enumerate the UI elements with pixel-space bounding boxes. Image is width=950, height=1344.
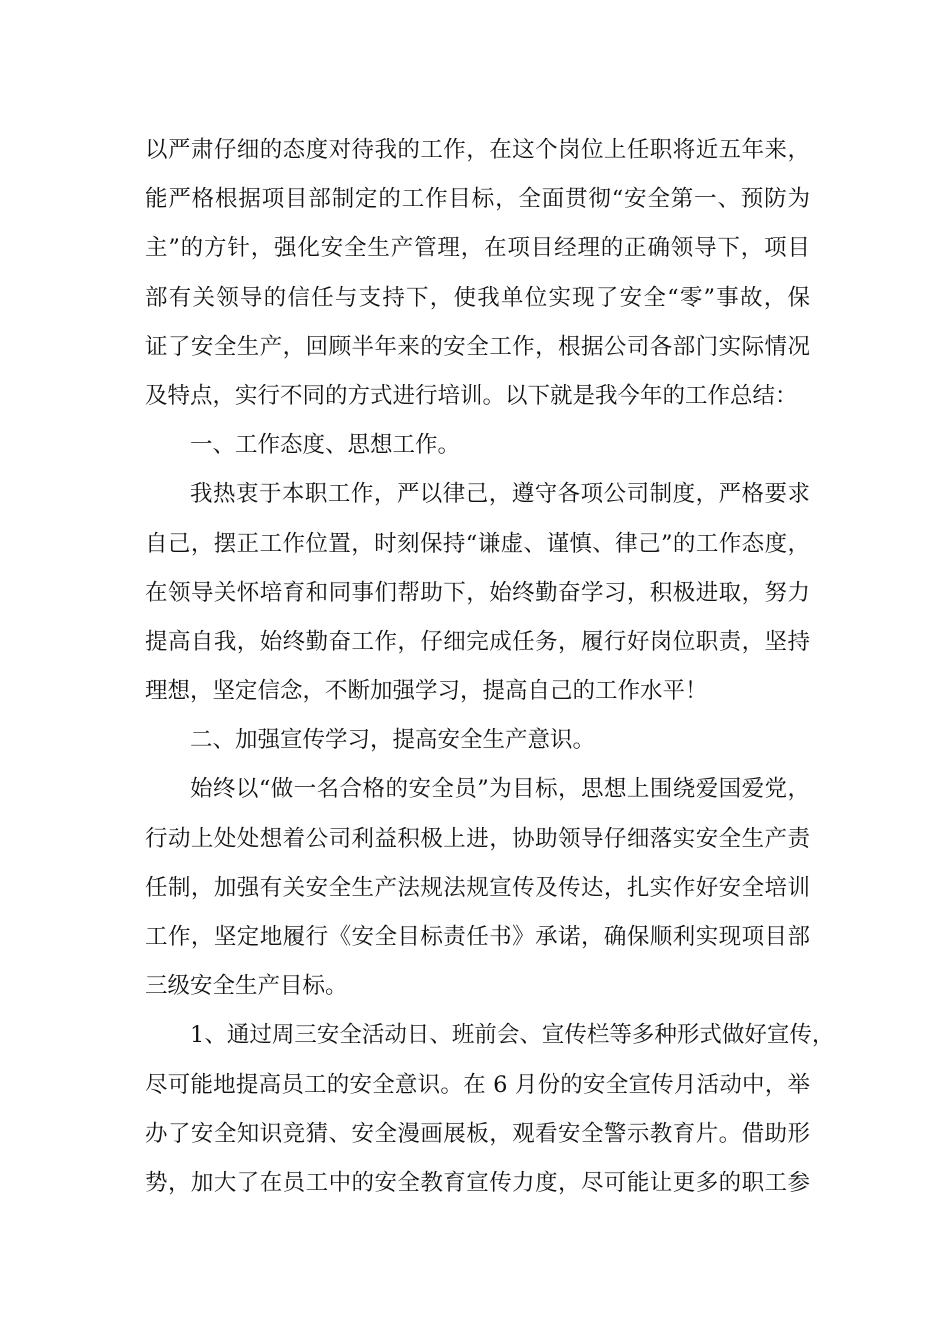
body-line: 办了安全知识竞猜、安全漫画展板，观看安全警示教育片。借助形 xyxy=(145,1120,810,1147)
body-line: 行动上处处想着公司利益积极上进，协助领导仔细落实安全生产责 xyxy=(145,825,810,852)
body-line: 任制，加强有关安全生产法规法规宣传及传达，扎实作好安全培训 xyxy=(145,874,810,901)
body-line: 及特点，实行不同的方式进行培训。以下就是我今年的工作总结： xyxy=(145,382,798,409)
body-line: 部有关领导的信任与支持下，使我单位实现了安全“零”事故，保 xyxy=(145,284,810,311)
body-line: 在领导关怀培育和同事们帮助下，始终勤奋学习，积极进取，努力 xyxy=(145,579,810,606)
body-line: 能严格根据项目部制定的工作目标，全面贯彻“安全第一、预防为 xyxy=(145,186,810,213)
body-line: 主”的方针，强化安全生产管理，在项目经理的正确领导下，项目 xyxy=(145,235,810,262)
body-line: 尽可能地提高员工的安全意识。在 6 月份的安全宣传月活动中，举 xyxy=(145,1071,810,1098)
numbered-item-1: 1、通过周三安全活动日、班前会、宣传栏等多种形式做好宣传， xyxy=(190,1022,835,1049)
section-heading-2: 二、加强宣传学习，提高安全生产意识。 xyxy=(190,727,596,754)
body-line: 势，加大了在员工中的安全教育宣传力度，尽可能让更多的职工参 xyxy=(145,1169,810,1196)
body-line: 提高自我，始终勤奋工作，仔细完成任务，履行好岗位职责，坚持 xyxy=(145,628,810,655)
body-line: 以严肃仔细的态度对待我的工作，在这个岗位上任职将近五年来， xyxy=(145,137,810,163)
body-line: 工作，坚定地履行《安全目标责任书》承诺，确保顺利实现项目部 xyxy=(145,924,810,950)
section-heading-1: 一、工作态度、思想工作。 xyxy=(190,432,461,459)
body-line: 始终以“做一名合格的安全员”为目标，思想上围绕爱国爱党， xyxy=(190,776,810,803)
body-line: 理想，坚定信念，不断加强学习，提高自己的工作水平！ xyxy=(145,678,708,705)
body-line: 自己，摆正工作位置，时刻保持“谦虚、谨慎、律己”的工作态度， xyxy=(145,530,810,557)
document-body xyxy=(145,126,835,1208)
body-line: 证了安全生产，回顾半年来的安全工作，根据公司各部门实际情况 xyxy=(145,333,810,360)
body-line: 三级安全生产目标。 xyxy=(145,973,348,1000)
body-line: 我热衷于本职工作，严以律己，遵守各项公司制度，严格要求 xyxy=(190,481,810,508)
